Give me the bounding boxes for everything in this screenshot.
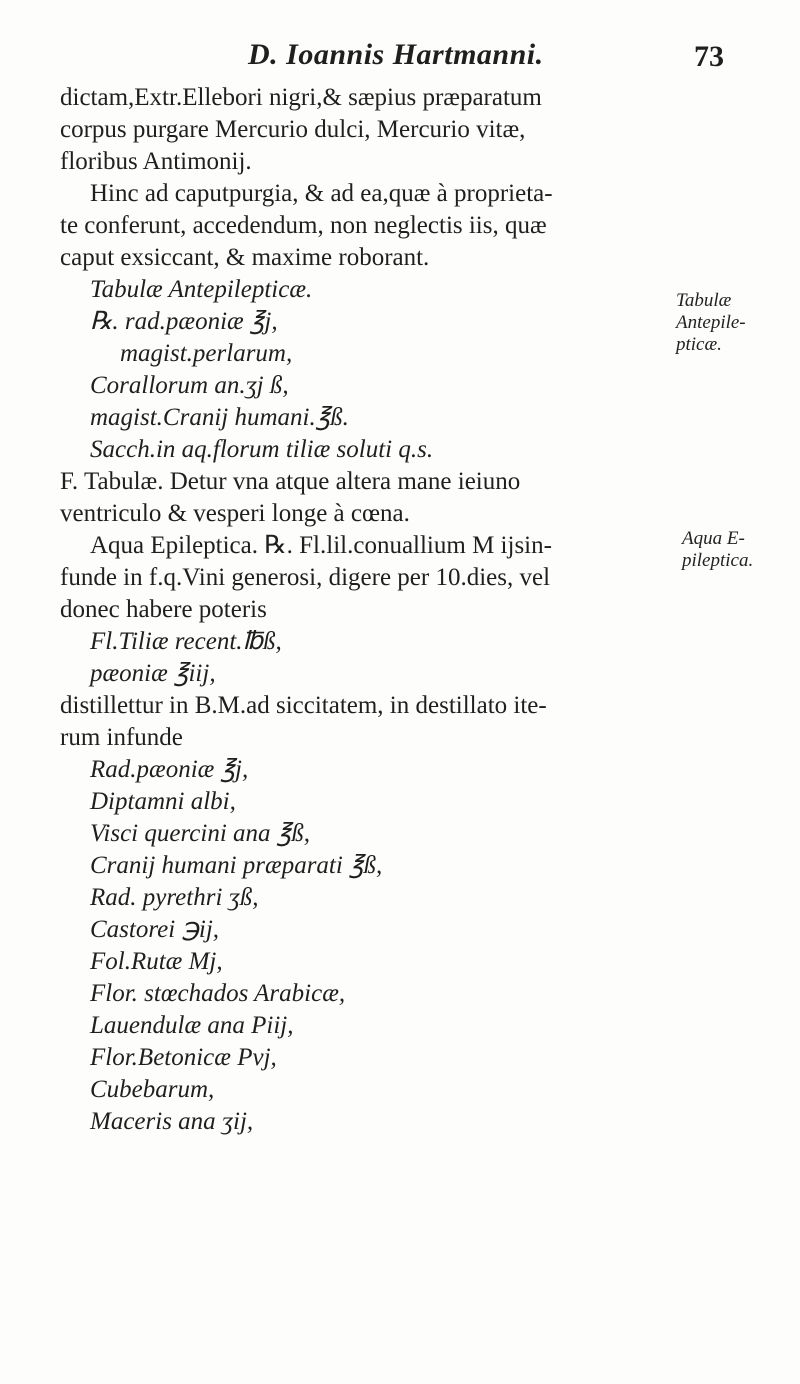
body-text	[60, 82, 670, 1138]
text-line: ventriculo & vesperi longe à cœna.	[60, 500, 410, 527]
text-line: Hinc ad caputpurgia, & ad ea,quæ à proprieta-	[90, 180, 553, 207]
margin-note-tabulae	[676, 290, 746, 356]
text-line: caput exsiccant, & maxime roborant.	[60, 244, 430, 271]
margin-note-aqua	[682, 528, 753, 572]
recipe-line: Rad.pæoniæ ℥j,	[90, 756, 249, 783]
recipe-line: Flor.Betonicæ Pvj,	[90, 1044, 277, 1071]
recipe-line: Maceris ana ʒij,	[90, 1108, 254, 1135]
margin-note-line: Tabulæ	[676, 290, 732, 311]
text-line: corpus purgare Mercurio dulci, Mercurio vitæ,	[60, 116, 526, 143]
recipe-line: Rad. pyrethri ʒß,	[90, 884, 259, 911]
recipe-line: Fol.Rutæ Mj,	[90, 948, 223, 975]
text-line: te conferunt, accedendum, non neglectis iis, quæ	[60, 212, 547, 239]
recipe-line: Lauendulæ ana Piij,	[90, 1012, 294, 1039]
text-line: F. Tabulæ. Detur vna atque altera mane ieiuno	[60, 468, 521, 495]
page-number: 73	[694, 40, 724, 73]
recipe-line: Sacch.in aq.florum tiliæ soluti q.s.	[90, 436, 434, 463]
recipe-line: ℞. rad.pæoniæ ℥j,	[90, 308, 278, 335]
recipe-line: Diptamni albi,	[90, 788, 236, 815]
text-line: floribus Antimonij.	[60, 148, 252, 175]
recipe-line: pæoniæ ℥iij,	[90, 660, 216, 687]
text-line: rum infunde	[60, 724, 183, 751]
recipe-line: Fl.Tiliæ recent.℔ß,	[90, 628, 282, 655]
margin-note-line: Antepile-	[676, 312, 746, 333]
recipe-line: magist.perlarum,	[120, 340, 293, 367]
recipe-line: Castorei ℈ij,	[90, 916, 220, 943]
running-title: D. Ioannis Hartmanni.	[248, 38, 544, 71]
recipe-line: Corallorum an.ʒj ß,	[90, 372, 289, 399]
text-line: distillettur in B.M.ad siccitatem, in destillato ite-	[60, 692, 547, 719]
margin-note-line: Aqua E-	[682, 528, 745, 549]
text-line: donec habere poteris	[60, 596, 267, 623]
text-line: dictam,Extr.Ellebori nigri,& sæpius præparatum	[60, 84, 542, 111]
text-line: Aqua Epileptica. ℞. Fl.lil.conuallium M ijsin-	[90, 532, 552, 559]
margin-note-line: pileptica.	[682, 550, 754, 571]
recipe-line: Cranij humani præparati ℥ß,	[90, 852, 383, 879]
margin-note-line: pticæ.	[676, 334, 722, 355]
recipe-heading: Tabulæ Antepilepticæ.	[90, 276, 313, 303]
recipe-line: Cubebarum,	[90, 1076, 215, 1103]
text-line: funde in f.q.Vini generosi, digere per 10.dies, vel	[60, 564, 551, 591]
recipe-line: magist.Cranij humani.℥ß.	[90, 404, 349, 431]
running-head	[0, 38, 800, 82]
recipe-line: Visci quercini ana ℥ß,	[90, 820, 310, 847]
recipe-line: Flor. stœchados Arabicæ,	[90, 980, 346, 1007]
